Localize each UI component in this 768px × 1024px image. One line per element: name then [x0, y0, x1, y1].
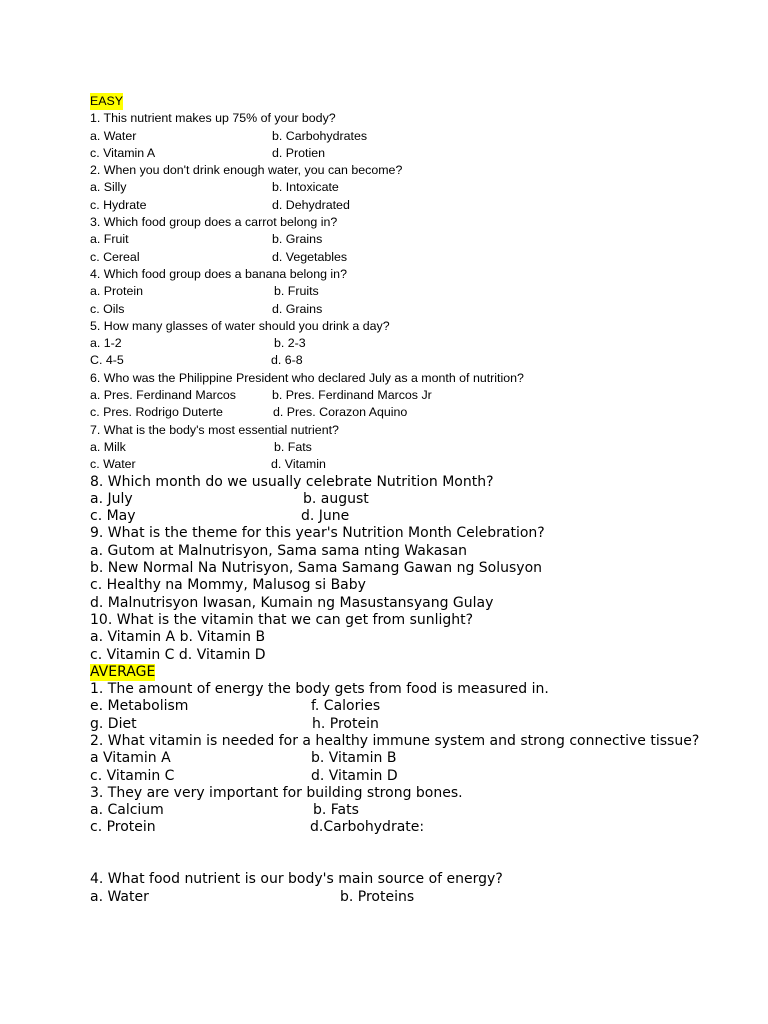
choice-text: c. Water — [90, 457, 136, 472]
choice-text: a. Silly — [90, 180, 127, 195]
question-9: 9. What is the theme for this year's Nutrition Month Celebration? — [90, 525, 545, 542]
choice-row — [90, 404, 750, 421]
choice-text: b. Carbohydrates — [272, 128, 368, 143]
choice-text: c. Pres. Rodrigo Duterte — [90, 405, 223, 420]
choice-row — [90, 456, 750, 473]
choice-text: b. Intoxicate — [272, 180, 339, 195]
choice-text: c. Cereal — [90, 249, 140, 264]
choice-text: g. Diet — [90, 715, 137, 732]
question-text: 6. Who was the Philippine President who declared July as a month of nutrition? — [90, 370, 524, 385]
choice-text: b. Fruits — [274, 284, 319, 299]
choice-text: a. Protein — [90, 284, 144, 299]
choice-row — [90, 197, 750, 214]
choice-row — [90, 128, 750, 145]
choice-row — [90, 145, 750, 162]
average-question-2-choices-ab — [90, 750, 750, 767]
choice-text: d. Protien — [272, 145, 326, 160]
choice-text: b. Fats — [313, 802, 359, 819]
average-question-2: 2. What vitamin is needed for a healthy immune system and strong connective tissue? — [90, 732, 700, 749]
average-question-1-choices-ef — [90, 698, 750, 715]
choice-text: d. Vegetables — [272, 249, 348, 264]
average-question-4-choices-ab — [90, 889, 750, 906]
question-text: 3. Which food group does a carrot belong in? — [90, 215, 338, 230]
blank-space — [90, 837, 750, 872]
choice-row — [90, 249, 750, 266]
question-text: 5. How many glasses of water should you drink a day? — [90, 318, 390, 333]
question-8-choices-ab — [90, 491, 750, 508]
choice-text: d. Grains — [272, 301, 323, 316]
choice-text: a. Water — [90, 888, 149, 905]
choice-row — [90, 283, 750, 300]
choice-text: d. Malnutrisyon Iwasan, Kumain ng Masustansyang Gulay — [90, 594, 494, 611]
choice-row — [90, 179, 750, 196]
average-question-3-choices-cd — [90, 819, 750, 836]
choice-text: a. Calcium — [90, 802, 164, 819]
choice-text: c. May — [90, 508, 136, 525]
average-question-4: 4. What food nutrient is our body's main source of energy? — [90, 871, 503, 888]
choice-text: a. Water — [90, 128, 137, 143]
average-question-1: 1. The amount of energy the body gets from food is measured in. — [90, 681, 549, 698]
question-text: 4. Which food group does a banana belong in? — [90, 266, 347, 281]
choice-text: c. Vitamin C d. Vitamin D — [90, 646, 266, 663]
choice-text: c. Protein — [90, 819, 156, 836]
quiz-document — [90, 93, 750, 906]
choice-text: c. Oils — [90, 301, 125, 316]
question-text: 1. This nutrient makes up 75% of your body? — [90, 111, 336, 126]
easy-question-list — [90, 110, 750, 473]
choice-text: b. Proteins — [340, 888, 415, 905]
choice-text: b. New Normal Na Nutrisyon, Sama Samang Gawan ng Solusyon — [90, 560, 543, 577]
question-text: 7. What is the body's most essential nutrient? — [90, 422, 339, 437]
choice-text: d.Carbohydrate: — [310, 819, 425, 836]
choice-text: a. Gutom at Malnutrisyon, Sama sama nting Wakasan — [90, 542, 468, 559]
choice-text: b. Vitamin B — [311, 750, 397, 767]
choice-row — [90, 301, 750, 318]
choice-text: b. Pres. Ferdinand Marcos Jr — [272, 388, 432, 403]
choice-text: b. august — [303, 490, 369, 507]
choice-text: a. July — [90, 490, 133, 507]
choice-text: b. Fats — [274, 439, 312, 454]
easy-section-heading: EASY — [90, 93, 123, 110]
choice-text: d. Vitamin — [271, 457, 326, 472]
choice-row — [90, 352, 750, 369]
choice-text: C. 4-5 — [90, 353, 124, 368]
question-8-choices-cd — [90, 508, 750, 525]
choice-text: e. Metabolism — [90, 698, 189, 715]
choice-row — [90, 335, 750, 352]
average-section-heading-row — [90, 664, 750, 681]
easy-section-heading-row — [90, 93, 750, 110]
average-question-3: 3. They are very important for building strong bones. — [90, 784, 463, 801]
average-question-3-choices-ab — [90, 802, 750, 819]
average-question-2-choices-cd — [90, 768, 750, 785]
choice-text: d. Pres. Corazon Aquino — [273, 405, 408, 420]
choice-text: c. Vitamin A — [90, 145, 156, 160]
question-10: 10. What is the vitamin that we can get from sunlight? — [90, 611, 474, 628]
choice-text: d. June — [301, 508, 350, 525]
choice-text: c. Vitamin C — [90, 767, 175, 784]
choice-text: a. Fruit — [90, 232, 129, 247]
choice-text: a. 1-2 — [90, 336, 122, 351]
question-text: 2. When you don't drink enough water, you can become? — [90, 163, 403, 178]
choice-text: a. Milk — [90, 439, 126, 454]
choice-text: f. Calories — [311, 698, 381, 715]
average-question-1-choices-gh — [90, 716, 750, 733]
choice-text: d. 6-8 — [271, 353, 303, 368]
choice-text: d. Dehydrated — [272, 197, 350, 212]
choice-text: a Vitamin A — [90, 750, 171, 767]
choice-text: b. Grains — [272, 232, 323, 247]
choice-row — [90, 231, 750, 248]
average-section-heading: AVERAGE — [90, 663, 156, 680]
choice-text: c. Hydrate — [90, 197, 147, 212]
choice-text: c. Healthy na Mommy, Malusog si Baby — [90, 577, 366, 594]
question-8: 8. Which month do we usually celebrate Nutrition Month? — [90, 473, 494, 490]
choice-text: b. 2-3 — [274, 336, 306, 351]
choice-text: d. Vitamin D — [311, 767, 398, 784]
choice-text: a. Pres. Ferdinand Marcos — [90, 388, 236, 403]
choice-row — [90, 387, 750, 404]
choice-text: a. Vitamin A b. Vitamin B — [90, 629, 266, 646]
choice-text: h. Protein — [312, 715, 379, 732]
choice-row — [90, 439, 750, 456]
